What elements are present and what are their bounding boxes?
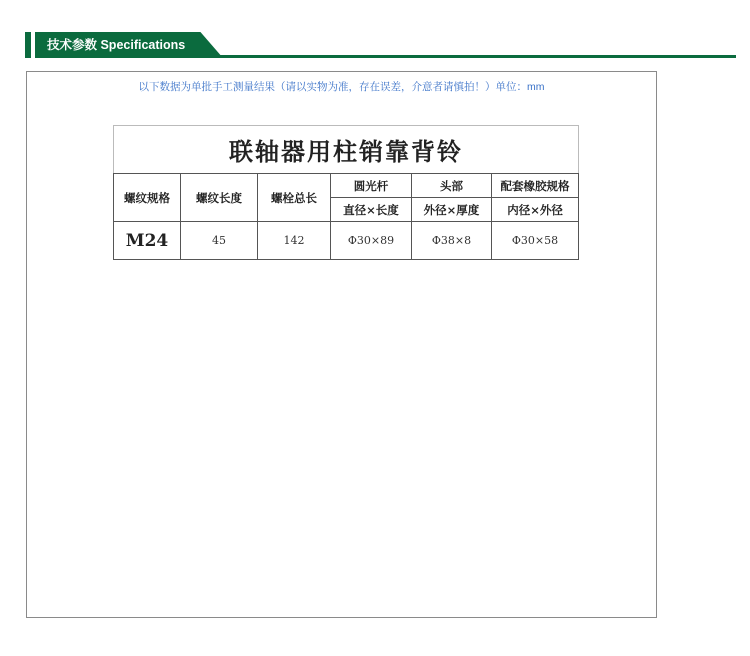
specifications-panel	[26, 71, 657, 618]
spec-table	[113, 125, 579, 260]
spec-table-title: 联轴器用柱销靠背铃	[114, 126, 579, 174]
header-head: 头部	[412, 174, 492, 198]
header-thread-spec: 螺纹规格	[114, 174, 181, 222]
cell-thread-length: 45	[181, 222, 258, 260]
header-bolt-total-length: 螺栓总长	[258, 174, 331, 222]
subheader-head: 外径×厚度	[412, 198, 492, 222]
subheader-rubber: 内径×外径	[492, 198, 579, 222]
header-rubber-spec: 配套橡胶规格	[492, 174, 579, 198]
header-divider	[215, 55, 736, 58]
header-accent-bar	[25, 32, 31, 58]
cell-thread-spec: M24	[114, 222, 181, 260]
cell-rubber: Φ30×58	[492, 222, 579, 260]
spec-header-row	[114, 174, 579, 198]
measurement-note: 以下数据为单批手工测量结果（请以实物为准，存在误差，介意者请慎拍！）单位：mm	[138, 81, 545, 93]
cell-head: Φ38×8	[412, 222, 492, 260]
subheader-round-bar: 直径×长度	[331, 198, 412, 222]
section-title: 技术参数 Specifications	[47, 38, 186, 52]
cell-round-bar: Φ30×89	[331, 222, 412, 260]
cell-bolt-total-length: 142	[258, 222, 331, 260]
section-header	[25, 32, 736, 58]
spec-title-row	[114, 126, 579, 174]
header-round-bar: 圆光杆	[331, 174, 412, 198]
header-thread-length: 螺纹长度	[181, 174, 258, 222]
table-row	[114, 222, 579, 260]
